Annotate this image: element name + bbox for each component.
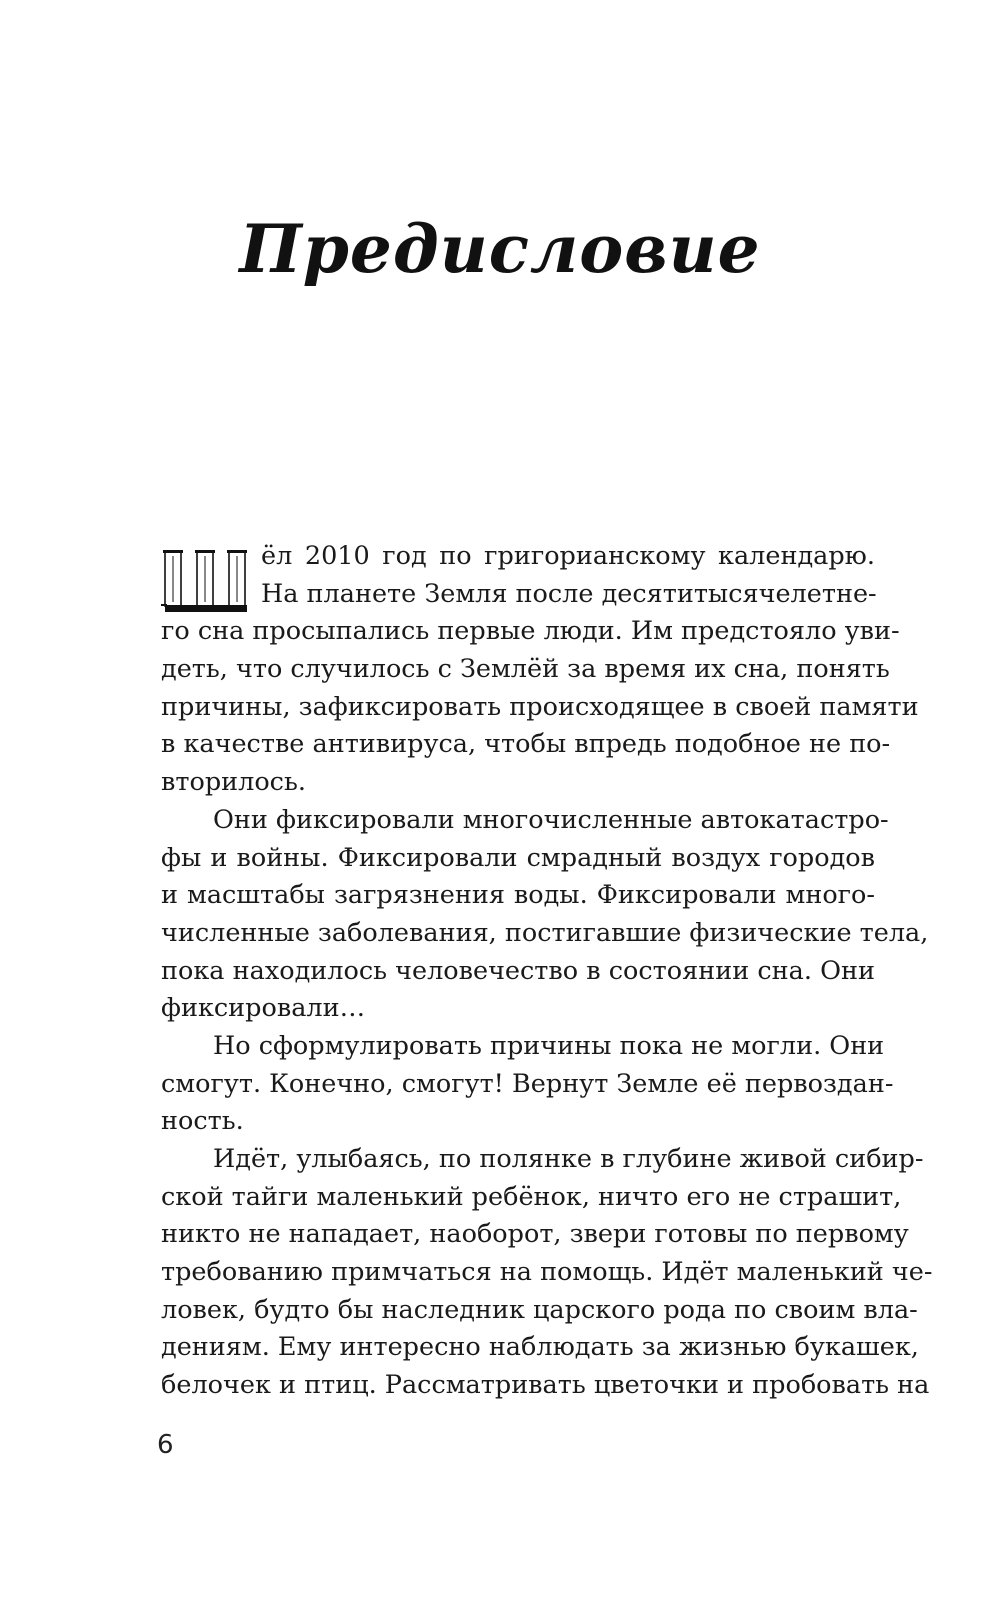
text-line: дениям. Ему интересно наблюдать за жизнью букашек, xyxy=(161,1332,919,1363)
text-line: ловек, будто бы наследник царского рода по своим вла- xyxy=(161,1294,918,1325)
text-line: пока находилось человечество в состоянии сна. Они xyxy=(161,955,875,986)
text-line: требованию примчаться на помощь. Идёт маленький че- xyxy=(161,1257,933,1288)
text-line: Идёт, улыбаясь, по полянке в глубине живой сибир- xyxy=(213,1144,924,1174)
text-line: Они фиксировали многочисленные автокатастро- xyxy=(213,804,889,835)
text-line: На планете Земля после десятитысячелетне- xyxy=(261,578,877,609)
text-line: смогут. Конечно, смогут! Вернут Земле её первоздан- xyxy=(161,1068,894,1099)
text-line: го сна просыпались первые люди. Им предстояло уви- xyxy=(161,616,900,647)
text-line: белочек и птиц. Рассматривать цветочки и пробовать на xyxy=(161,1370,930,1401)
chapter-title: Предисловие xyxy=(239,210,761,289)
text-line: ской тайги маленький ребёнок, ничто его не страшит, xyxy=(161,1181,902,1212)
text-line: в качестве антивируса, чтобы впредь подобное не по- xyxy=(161,729,891,760)
text-line: деть, что случилось с Землёй за время их сна, понять xyxy=(161,654,890,685)
text-line: ность. xyxy=(161,1106,244,1137)
text-line: никто не нападает, наоборот, звери готовы по первому xyxy=(161,1219,909,1250)
text-line: фиксировали… xyxy=(161,993,366,1024)
text-line: Но сформулировать причины пока не могли. Они xyxy=(213,1030,885,1061)
text-line: ёл 2010 год по григорианскому календарю. xyxy=(261,541,875,571)
page-number: 6 xyxy=(157,1430,174,1460)
text-line: вторилось. xyxy=(161,767,306,798)
text-line: фы и войны. Фиксировали смрадный воздух городов xyxy=(161,842,875,873)
text-line: причины, зафиксировать происходящее в своей памяти xyxy=(161,691,919,722)
body-text xyxy=(161,538,933,1405)
text-line: и масштабы загрязнения воды. Фиксировали много- xyxy=(161,880,875,911)
text-line: численные заболевания, постигавшие физические тела, xyxy=(161,917,929,948)
